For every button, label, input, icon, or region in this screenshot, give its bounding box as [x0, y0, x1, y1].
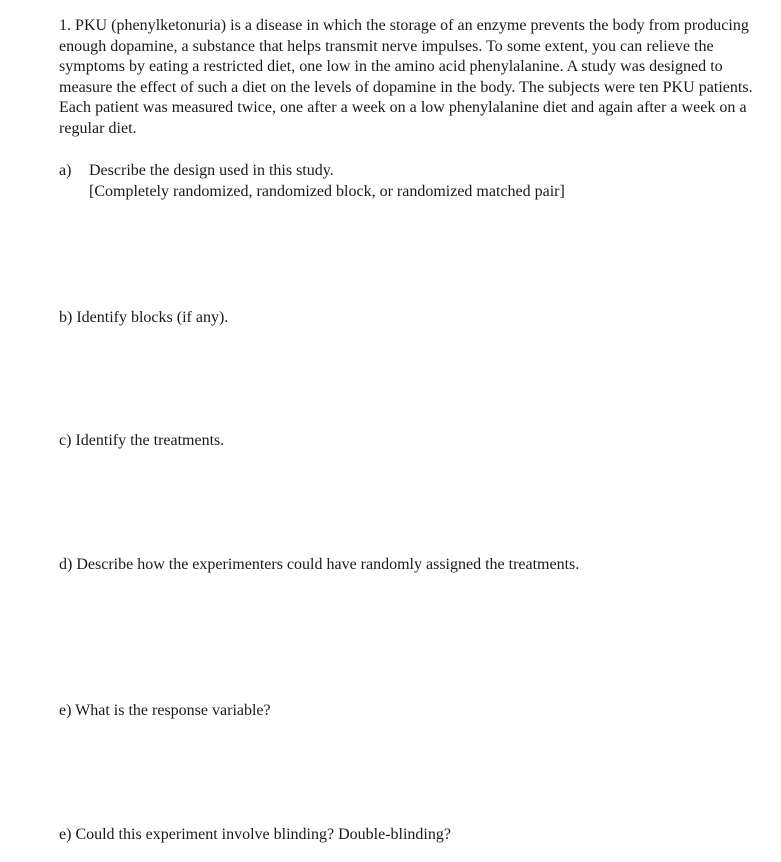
problem-statement: 1. PKU (phenylketonuria) is a disease in which the storage of an enzyme prevents the body from producing enough dopamine, a substance that helps transmit nerve impulses. To some extent, you can relieve the symptoms by eating a restricted diet, one low in the amino acid phenylalanine. A study was designed to measure the effect of such a diet on the levels of dopamine in the body. The subjects were ten PKU patients. Each patient was measured twice, one after a week on a low phenylalanine diet and again after a week on a regular diet. [59, 17, 753, 137]
question-c-text: Identify the treatments. [75, 432, 225, 449]
question-c [59, 431, 224, 452]
question-e1-marker: e) [59, 702, 72, 719]
question-e2-marker: e) [59, 826, 72, 843]
question-e-blinding [59, 825, 451, 846]
question-c-marker: c) [59, 432, 72, 449]
question-d-marker: d) [59, 556, 73, 573]
question-b [59, 308, 228, 329]
question-e1-text: What is the response variable? [75, 702, 271, 719]
question-a-marker: a) [59, 162, 72, 179]
question-b-text: Identify blocks (if any). [76, 309, 229, 326]
question-a-text: Describe the design used in this study. [89, 162, 334, 179]
question-b-marker: b) [59, 309, 73, 326]
question-e2-text: Could this experiment involve blinding? Double-blinding? [75, 826, 451, 843]
question-d [59, 555, 579, 576]
question-e-response-variable [59, 701, 271, 722]
question-d-text: Describe how the experimenters could have randomly assigned the treatments. [76, 556, 580, 573]
question-a [59, 161, 565, 202]
question-a-hint: [Completely randomized, randomized block, or randomized matched pair] [89, 182, 565, 200]
